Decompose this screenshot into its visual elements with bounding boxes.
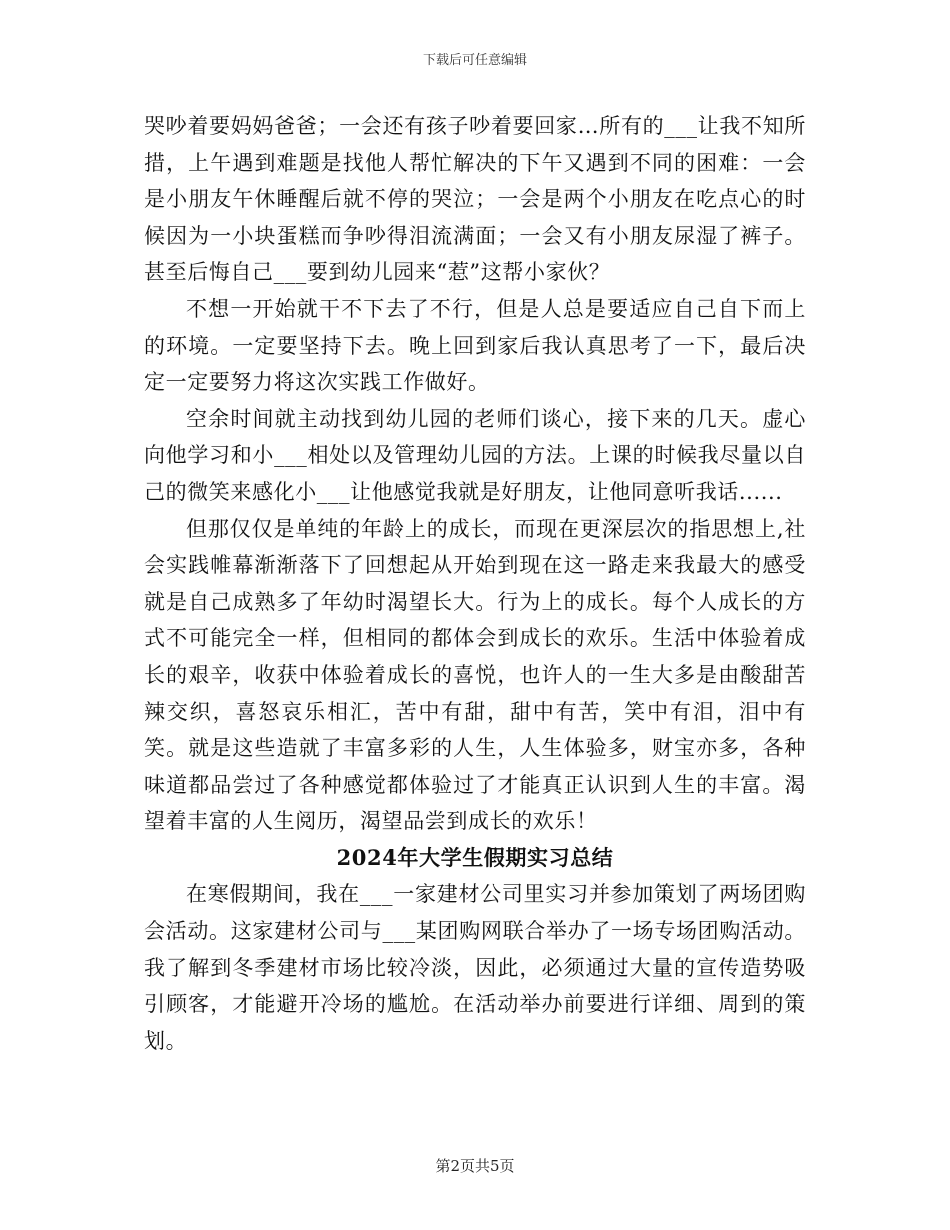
section-title: 2024年大学生假期实习总结	[336, 844, 614, 870]
body-paragraph: 空余时间就主动找到幼儿园的老师们谈心，接下来的几天。虚心向他学习和小___相处以及管理幼儿园的方法。上课的时候我尽量以自己的微笑来感化小___让他感觉我就是好朋友，让他同意听我话......	[144, 406, 806, 504]
document-body	[144, 108, 806, 1059]
body-paragraph: 在寒假期间，我在___一家建材公司里实习并参加策划了两场团购会活动。这家建材公司与___某团购网联合举办了一场专场团购活动。我了解到冬季建材市场比较冷淡，因此，必须通过大量的宣传造势吸引顾客，才能避开冷场的尴尬。在活动举办前要进行详细、周到的策划。	[144, 882, 806, 1053]
page-header: 下载后可任意编辑	[422, 53, 527, 68]
body-paragraph: 哭吵着要妈妈爸爸；一会还有孩子吵着要回家…所有的___让我不知所措，上午遇到难题是找他人帮忙解决的下午又遇到不同的困难：一会是小朋友午休睡醒后就不停的哭泣；一会是两个小朋友在吃点心的时候因为一小块蛋糕而争吵得泪流满面；一会又有小朋友尿湿了裤子。甚至后悔自己___要到幼儿园来“惹”这帮小家伙？	[144, 114, 806, 285]
body-paragraph: 但那仅仅是单纯的年龄上的成长，而现在更深层次的指思想上,社会实践帷幕渐渐落下了回想起从开始到现在这一路走来我最大的感受就是自己成熟多了年幼时渴望长大。行为上的成长。每个人成长的方式不可能完全一样，但相同的都体会到成长的欢乐。生活中体验着成长的艰辛，收获中体验着成长的喜悦，也许人的一生大多是由酸甜苦辣交织，喜怒哀乐相汇，苦中有甜，甜中有苦，笑中有泪，泪中有笑。就是这些造就了丰富多彩的人生，人生体验多，财宝亦多，各种味道都品尝过了各种感觉都体验过了才能真正认识到人生的丰富。渴望着丰富的人生阅历，渴望品尝到成长的欢乐！	[144, 516, 806, 834]
page-number: 第2页共5页	[435, 1157, 515, 1175]
body-paragraph: 不想一开始就干不下去了不行，但是人总是要适应自己自下而上的环境。一定要坚持下去。晚上回到家后我认真思考了一下，最后决定一定要努力将这次实践工作做好。	[144, 296, 806, 395]
